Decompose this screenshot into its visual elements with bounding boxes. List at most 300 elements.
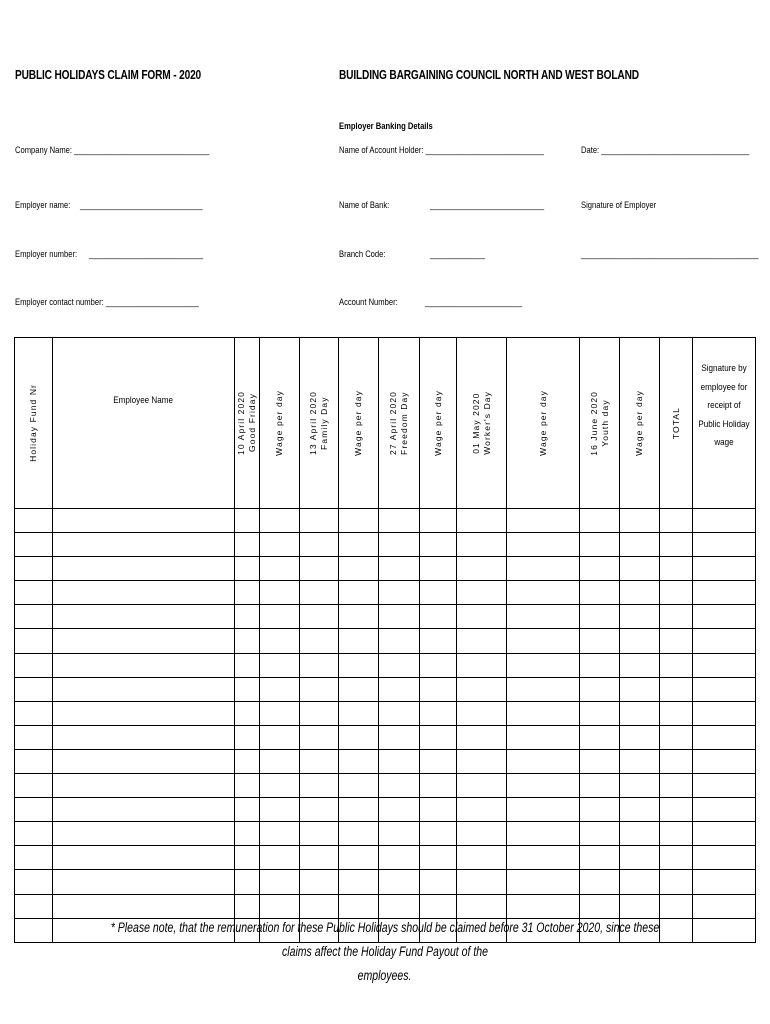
col-wage-5 [620,338,660,509]
wage-cell[interactable] [620,846,660,870]
banking-details-heading: Employer Banking Details [339,121,433,132]
account-holder-field[interactable]: Name of Account Holder: ____________________________ [339,145,544,156]
account-number-field[interactable]: _______________________ [425,297,523,308]
good-friday-cell[interactable] [235,677,260,701]
youth-day-cell[interactable] [580,605,620,629]
total-cell[interactable] [660,701,693,725]
wage-cell[interactable] [620,509,660,533]
family-day-cell[interactable] [300,894,339,918]
employer-number-label: Employer number: [15,249,78,260]
wage-cell[interactable] [339,870,379,894]
youth-day-cell[interactable] [580,870,620,894]
wage-cell[interactable] [339,894,379,918]
wage-cell[interactable] [507,774,580,798]
good-friday-cell[interactable] [235,725,260,749]
wage-cell[interactable] [420,509,457,533]
employee-name-cell[interactable] [53,822,235,846]
youth-day-cell[interactable] [580,774,620,798]
workers-day-cell[interactable] [457,509,507,533]
family-day-cell[interactable] [300,749,339,773]
wage-cell[interactable] [620,870,660,894]
wage-cell[interactable] [507,629,580,653]
youth-day-cell[interactable] [580,557,620,581]
signature-cell[interactable] [693,629,756,653]
table-row [15,533,756,557]
col-freedom-day [379,338,420,509]
account-number-label: Account Number: [339,297,398,308]
youth-day-cell[interactable] [580,629,620,653]
total-cell[interactable] [660,605,693,629]
wage-cell[interactable] [507,509,580,533]
workers-day-cell[interactable] [457,725,507,749]
family-day-cell[interactable] [300,677,339,701]
holiday-fund-nr-cell[interactable] [15,870,53,894]
wage-cell[interactable] [339,701,379,725]
good-friday-cell[interactable] [235,846,260,870]
youth-day-cell[interactable] [580,822,620,846]
workers-day-cell[interactable] [457,749,507,773]
wage-cell[interactable] [260,509,300,533]
employee-name-header: Employee Name [113,395,174,406]
freedom-day-cell[interactable] [379,725,420,749]
youth-day-cell[interactable] [580,725,620,749]
workers-day-cell[interactable] [457,870,507,894]
wage-cell[interactable] [339,533,379,557]
wage-cell[interactable] [620,749,660,773]
signature-cell[interactable] [693,605,756,629]
total-cell[interactable] [660,870,693,894]
youth-day-cell[interactable] [580,533,620,557]
table-row [15,846,756,870]
freedom-day-cell[interactable] [379,557,420,581]
freedom-day-cell[interactable] [379,653,420,677]
employee-name-cell[interactable] [53,653,235,677]
workers-day-cell[interactable] [457,605,507,629]
freedom-day-cell[interactable] [379,701,420,725]
branch-code-label: Branch Code: [339,249,386,260]
youth-day-cell[interactable] [580,798,620,822]
signature-employer-field[interactable]: __________________________________________ [581,249,759,260]
col-youth-day [580,338,620,509]
wage-cell[interactable] [339,581,379,605]
wage-cell[interactable] [507,846,580,870]
good-friday-cell[interactable] [235,774,260,798]
wage-cell[interactable] [507,605,580,629]
total-cell[interactable] [660,894,693,918]
wage-cell[interactable] [260,894,300,918]
signature-cell[interactable] [693,846,756,870]
wage-cell[interactable] [620,822,660,846]
good-friday-cell[interactable] [235,701,260,725]
good-friday-cell[interactable] [235,822,260,846]
wage-cell[interactable] [260,798,300,822]
employee-name-cell[interactable] [53,581,235,605]
table-row [15,749,756,773]
wage-cell[interactable] [507,822,580,846]
table-row [15,605,756,629]
total-cell[interactable] [660,629,693,653]
col-wage-3 [420,338,457,509]
employee-name-cell[interactable] [53,509,235,533]
total-cell[interactable] [660,774,693,798]
note-line-1: * Please note, that the remuneration for these Public Holidays should be claimed before 31 October 2020, since these claims affect the Holiday Fund Payout of the [110,920,660,959]
family-day-cell[interactable] [300,846,339,870]
wage-cell[interactable] [620,533,660,557]
wage-cell[interactable] [507,653,580,677]
good-friday-cell[interactable] [235,653,260,677]
signature-cell[interactable] [693,774,756,798]
wage-cell[interactable] [620,677,660,701]
wage-per-day-header: Wage per day [537,390,548,456]
freedom-day-header: 27 April 2020 Freedom Day [388,391,409,455]
good-friday-cell[interactable] [235,894,260,918]
freedom-day-cell[interactable] [379,894,420,918]
holiday-fund-nr-cell[interactable] [15,701,53,725]
holiday-fund-nr-header: Holiday Fund Nr [28,384,38,462]
holiday-fund-nr-cell[interactable] [15,533,53,557]
table-row [15,677,756,701]
signature-cell[interactable] [693,581,756,605]
wage-cell[interactable] [420,677,457,701]
youth-day-header: 16 June 2020 Youth day [588,390,610,456]
wage-cell[interactable] [339,605,379,629]
employee-name-cell[interactable] [53,725,235,749]
employee-name-cell[interactable] [53,774,235,798]
youth-day-cell[interactable] [580,509,620,533]
wage-cell[interactable] [260,725,300,749]
workers-day-cell[interactable] [457,533,507,557]
wage-cell[interactable] [260,533,300,557]
wage-per-day-header: Wage per day [432,390,443,456]
workers-day-cell[interactable] [457,629,507,653]
family-day-cell[interactable] [300,509,339,533]
total-cell[interactable] [660,677,693,701]
table-row [15,509,756,533]
wage-cell[interactable] [420,870,457,894]
employee-name-cell[interactable] [53,629,235,653]
wage-cell[interactable] [260,629,300,653]
bank-name-field[interactable]: ___________________________ [430,200,545,211]
wage-cell[interactable] [420,725,457,749]
holiday-fund-nr-cell[interactable] [15,581,53,605]
workers-day-cell[interactable] [457,701,507,725]
youth-day-cell[interactable] [580,677,620,701]
good-friday-cell[interactable] [235,749,260,773]
holiday-fund-nr-cell[interactable] [15,605,53,629]
wage-cell[interactable] [339,749,379,773]
wage-cell[interactable] [339,677,379,701]
holiday-fund-nr-cell[interactable] [15,629,53,653]
signature-cell[interactable] [693,509,756,533]
youth-day-cell[interactable] [580,846,620,870]
family-day-header: 13 April 2020 Family Day [308,391,329,455]
wage-cell[interactable] [339,725,379,749]
employee-name-cell[interactable] [53,846,235,870]
good-friday-header: 10 April 2020 Good Friday [236,391,257,455]
col-workers-day [457,338,507,509]
workers-day-cell[interactable] [457,653,507,677]
council-title: BUILDING BARGAINING COUNCIL NORTH AND WEST BOLAND [339,67,639,82]
company-name-field[interactable]: Company Name: ________________________________ [15,145,210,156]
wage-cell[interactable] [507,798,580,822]
holiday-fund-nr-cell[interactable] [15,509,53,533]
good-friday-cell[interactable] [235,557,260,581]
total-header: TOTAL [670,406,681,440]
date-field[interactable]: Date: ___________________________________ [581,145,750,156]
col-good-friday [235,338,260,509]
total-cell[interactable] [660,581,693,605]
wage-cell[interactable] [507,749,580,773]
total-cell[interactable] [660,846,693,870]
wage-cell[interactable] [260,846,300,870]
wage-per-day-header: Wage per day [353,390,363,456]
table-row [15,725,756,749]
wage-cell[interactable] [339,509,379,533]
employee-name-cell[interactable] [53,894,235,918]
col-wage-1 [260,338,300,509]
freedom-day-cell[interactable] [379,846,420,870]
freedom-day-cell[interactable] [379,581,420,605]
family-day-cell[interactable] [300,701,339,725]
youth-day-cell[interactable] [580,749,620,773]
wage-cell[interactable] [507,894,580,918]
family-day-cell[interactable] [300,822,339,846]
table-row [15,870,756,894]
wage-cell[interactable] [620,581,660,605]
wage-cell[interactable] [260,677,300,701]
wage-cell[interactable] [620,629,660,653]
table-row [15,701,756,725]
wage-cell[interactable] [260,774,300,798]
table-row [15,629,756,653]
wage-cell[interactable] [420,846,457,870]
employee-name-cell[interactable] [53,870,235,894]
wage-cell[interactable] [507,870,580,894]
workers-day-cell[interactable] [457,677,507,701]
holiday-fund-nr-cell[interactable] [15,798,53,822]
wage-per-day-header: Wage per day [634,390,644,456]
family-day-cell[interactable] [300,725,339,749]
wage-cell[interactable] [260,701,300,725]
table-row [15,653,756,677]
form-title: PUBLIC HOLIDAYS CLAIM FORM - 2020 [15,67,202,82]
wage-cell[interactable] [339,822,379,846]
holiday-fund-nr-cell[interactable] [15,557,53,581]
good-friday-cell[interactable] [235,581,260,605]
employee-name-cell[interactable] [53,533,235,557]
freedom-day-cell[interactable] [379,533,420,557]
table-row [15,581,756,605]
branch-code-field[interactable]: _____________ [430,249,485,260]
wage-cell[interactable] [420,581,457,605]
signature-cell[interactable] [693,798,756,822]
family-day-cell[interactable] [300,653,339,677]
good-friday-cell[interactable] [235,870,260,894]
wage-cell[interactable] [507,581,580,605]
wage-cell[interactable] [420,557,457,581]
employer-contact-number-field[interactable]: Employer contact number: ______________________ [15,297,199,308]
table-row [15,798,756,822]
workers-day-cell[interactable] [457,581,507,605]
signature-cell[interactable] [693,701,756,725]
bank-name-label: Name of Bank: [339,200,390,211]
wage-cell[interactable] [620,798,660,822]
col-employee-name [53,338,235,509]
employee-name-cell[interactable] [53,701,235,725]
holiday-fund-nr-cell[interactable] [15,677,53,701]
wage-cell[interactable] [420,653,457,677]
wage-cell[interactable] [507,701,580,725]
total-cell[interactable] [660,822,693,846]
col-family-day [300,338,339,509]
holiday-fund-nr-cell[interactable] [15,894,53,918]
wage-cell[interactable] [420,894,457,918]
employee-name-cell[interactable] [53,749,235,773]
total-cell[interactable] [660,557,693,581]
freedom-day-cell[interactable] [379,749,420,773]
holiday-fund-nr-cell[interactable] [15,774,53,798]
wage-cell[interactable] [420,774,457,798]
family-day-cell[interactable] [300,774,339,798]
wage-cell[interactable] [339,798,379,822]
table-header-row [15,338,756,509]
family-day-cell[interactable] [300,629,339,653]
col-wage-4 [507,338,580,509]
employee-name-cell[interactable] [53,605,235,629]
family-day-cell[interactable] [300,533,339,557]
signature-cell[interactable] [693,870,756,894]
freedom-day-cell[interactable] [379,677,420,701]
freedom-day-cell[interactable] [379,509,420,533]
total-cell[interactable] [660,749,693,773]
total-cell[interactable] [660,725,693,749]
signature-cell[interactable] [693,533,756,557]
wage-cell[interactable] [507,725,580,749]
wage-cell[interactable] [620,894,660,918]
family-day-cell[interactable] [300,557,339,581]
wage-cell[interactable] [260,822,300,846]
youth-day-cell[interactable] [580,653,620,677]
workers-day-cell[interactable] [457,774,507,798]
workers-day-cell[interactable] [457,894,507,918]
note-line-2: employees. [358,968,412,983]
wage-cell[interactable] [620,557,660,581]
employer-number-field[interactable]: ___________________________ [89,249,204,260]
family-day-cell[interactable] [300,870,339,894]
employee-name-cell[interactable] [53,677,235,701]
wage-cell[interactable] [620,774,660,798]
employer-name-field[interactable]: _____________________________ [80,200,203,211]
wage-cell[interactable] [420,605,457,629]
freedom-day-cell[interactable] [379,822,420,846]
total-cell[interactable] [660,509,693,533]
wage-cell[interactable] [260,749,300,773]
youth-day-cell[interactable] [580,894,620,918]
total-cell[interactable] [660,798,693,822]
good-friday-cell[interactable] [235,509,260,533]
wage-cell[interactable] [420,822,457,846]
signature-cell[interactable] [693,725,756,749]
wage-cell[interactable] [260,605,300,629]
wage-cell[interactable] [339,774,379,798]
claim-table [14,337,756,943]
wage-cell[interactable] [420,798,457,822]
wage-cell[interactable] [260,581,300,605]
wage-cell[interactable] [620,701,660,725]
holiday-fund-nr-cell[interactable] [15,749,53,773]
freedom-day-cell[interactable] [379,798,420,822]
wage-per-day-header: Wage per day [274,390,284,456]
wage-cell[interactable] [507,677,580,701]
workers-day-cell[interactable] [457,846,507,870]
freedom-day-cell[interactable] [379,629,420,653]
signature-cell[interactable] [693,653,756,677]
signature-cell[interactable] [693,677,756,701]
wage-cell[interactable] [260,653,300,677]
wage-cell[interactable] [260,557,300,581]
employer-name-label: Employer name: [15,200,71,211]
holiday-fund-nr-cell[interactable] [15,725,53,749]
youth-day-cell[interactable] [580,581,620,605]
wage-cell[interactable] [620,725,660,749]
freedom-day-cell[interactable] [379,870,420,894]
good-friday-cell[interactable] [235,798,260,822]
employee-name-cell[interactable] [53,798,235,822]
signature-cell[interactable] [693,822,756,846]
wage-cell[interactable] [507,557,580,581]
workers-day-cell[interactable] [457,822,507,846]
signature-header: Signature by employee for receipt of Public Holiday wage [698,363,750,448]
workers-day-cell[interactable] [457,557,507,581]
total-cell[interactable] [660,653,693,677]
wage-cell[interactable] [260,870,300,894]
employee-name-cell[interactable] [53,557,235,581]
holiday-fund-nr-cell[interactable] [15,846,53,870]
wage-cell[interactable] [620,605,660,629]
wage-cell[interactable] [620,653,660,677]
wage-cell[interactable] [339,557,379,581]
table-row [15,774,756,798]
freedom-day-cell[interactable] [379,774,420,798]
total-cell[interactable] [660,533,693,557]
col-total [660,338,693,509]
good-friday-cell[interactable] [235,629,260,653]
youth-day-cell[interactable] [580,701,620,725]
wage-cell[interactable] [420,701,457,725]
good-friday-cell[interactable] [235,605,260,629]
workers-day-cell[interactable] [457,798,507,822]
family-day-cell[interactable] [300,581,339,605]
wage-cell[interactable] [339,629,379,653]
good-friday-cell[interactable] [235,533,260,557]
signature-cell[interactable] [693,749,756,773]
col-signature [693,338,756,509]
freedom-day-cell[interactable] [379,605,420,629]
holiday-fund-nr-cell[interactable] [15,653,53,677]
wage-cell[interactable] [507,533,580,557]
wage-cell[interactable] [420,533,457,557]
wage-cell[interactable] [420,629,457,653]
family-day-cell[interactable] [300,605,339,629]
wage-cell[interactable] [339,653,379,677]
wage-cell[interactable] [339,846,379,870]
family-day-cell[interactable] [300,798,339,822]
signature-cell[interactable] [693,557,756,581]
signature-cell[interactable] [693,894,756,918]
holiday-fund-nr-cell[interactable] [15,822,53,846]
wage-cell[interactable] [420,749,457,773]
table-row [15,822,756,846]
